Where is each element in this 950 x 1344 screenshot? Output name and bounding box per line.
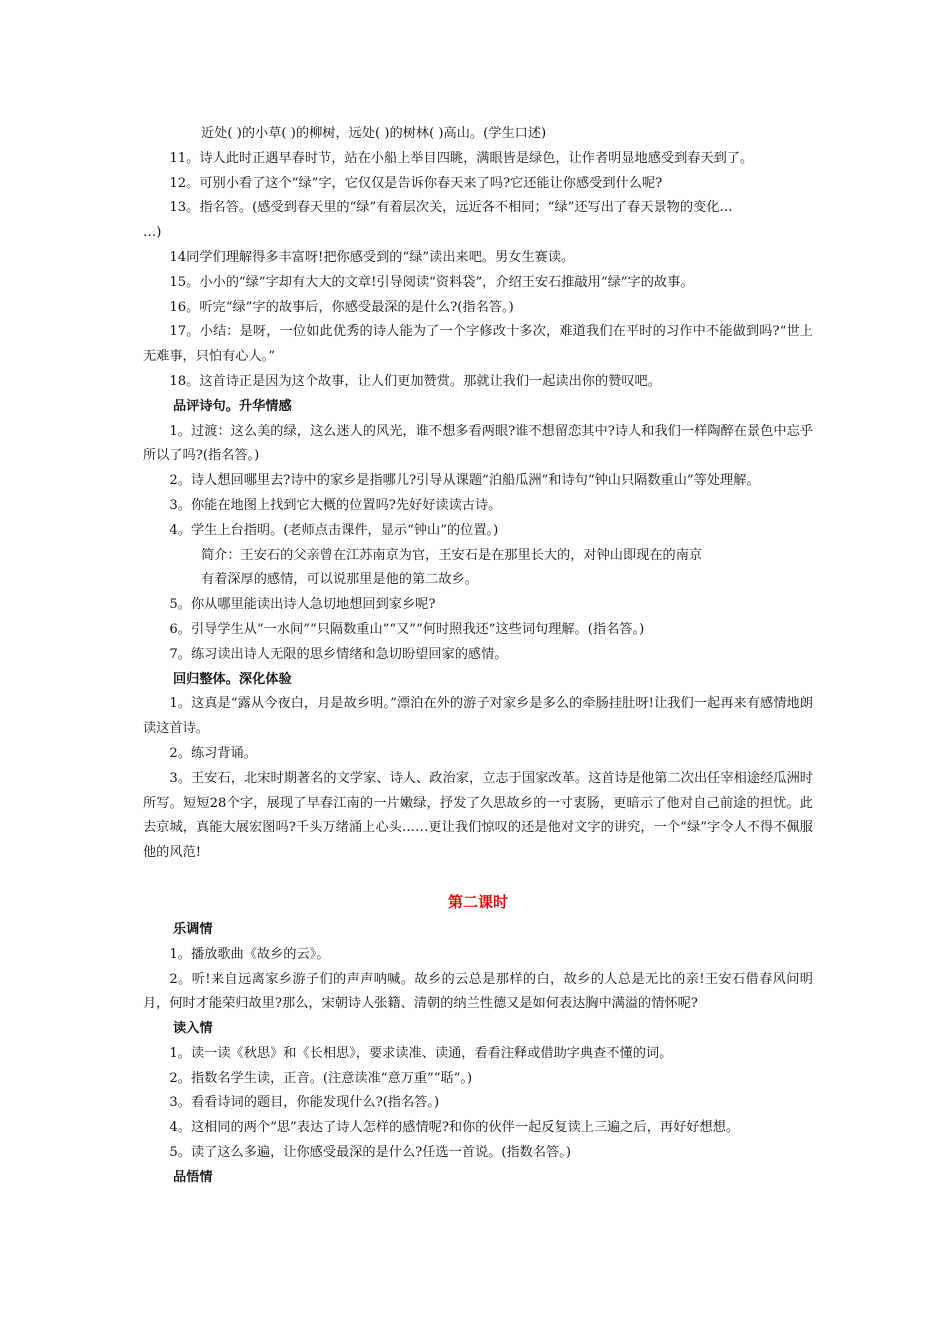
section-heading-comprehend: 品悟情 xyxy=(173,1169,213,1185)
music-item-1: 1。播放歌曲《故乡的云》。 xyxy=(169,946,330,962)
appreciate-item-5: 5。你从哪里能读出诗人急切地想回到家乡呢? xyxy=(169,597,436,613)
section-heading-music: 乐调情 xyxy=(173,921,213,937)
section-heading-reading: 读入情 xyxy=(173,1021,213,1037)
reading-item-2: 2。指数名学生读，正音。(注意读准“意万重”“聒”。) xyxy=(169,1070,473,1086)
reading-item-4: 4。这相同的两个“思”表达了诗人怎样的感情呢?和你的伙伴一起反复读上三遍之后，再好好想想。 xyxy=(169,1120,740,1136)
reading-item-1: 1。读一读《秋思》和《长相思》，要求读准、读通，看看注释或借助字典查不懂的词。 xyxy=(169,1045,673,1061)
lesson-two-title: 第二课时 xyxy=(447,892,508,911)
review-item-2: 2。练习背诵。 xyxy=(169,745,257,761)
reading-item-3: 3。看看诗词的题目，你能发现什么?(指名答。) xyxy=(169,1095,440,1111)
reading-item-5: 5。读了这么多遍，让你感受最深的是什么?任选一首说。(指数名答。) xyxy=(169,1145,571,1161)
intro-line-1: 简介：王安石的父亲曾在江苏南京为官，王安石是在那里长大的，对钟山即现在的南京 xyxy=(201,547,703,563)
appreciate-item-6: 6。引导学生从“一水间”“只隔数重山”“又”“何时照我还”这些词句理解。(指名答。) xyxy=(169,621,645,637)
paragraph-17: 17。小结：是呀，一位如此优秀的诗人能为了一个字修改十多次，难道我们在平时的习作中不能做到吗?“世上无难事，只怕有心人。” xyxy=(143,324,813,365)
paragraph-12: 12。可别小看了这个“绿”字，它仅仅是告诉你春天来了吗?它还能让你感受到什么呢? xyxy=(169,175,663,191)
appreciate-item-2: 2。诗人想回哪里去?诗中的家乡是指哪儿?引导从课题“泊船瓜洲”和诗句“钟山只隔数重山”等处理解。 xyxy=(169,473,760,489)
paragraph-15: 15。小小的“绿”字却有大大的文章!引导阅读“资料袋”，介绍王安石推敲用“绿”字的故事。 xyxy=(169,274,694,290)
appreciate-item-1: 1。过渡：这么美的绿，这么迷人的风光，谁不想多看两眼?谁不想留恋其中?诗人和我们一样陶醉在景色中忘乎所以了吗?(指名答。) xyxy=(143,423,813,464)
intro-line-2: 有着深厚的感情，可以说那里是他的第二故乡。 xyxy=(201,572,478,588)
section-heading-appreciate: 品评诗句。升华情感 xyxy=(173,398,292,414)
paragraph-11: 11。诗人此时正遇早春时节，站在小船上举目四眺，满眼皆是绿色，让作者明显地感受到春天到了。 xyxy=(169,150,754,166)
section-heading-review: 回归整体。深化体验 xyxy=(173,671,292,687)
paragraph-13-continued: …) xyxy=(143,225,162,241)
appreciate-item-3: 3。你能在地图上找到它大概的位置吗?先好好读读古诗。 xyxy=(169,497,502,513)
appreciate-item-4: 4。学生上台指明。(老师点击课件，显示“钟山”的位置。) xyxy=(169,522,499,538)
document-page xyxy=(143,122,813,1191)
paragraph-14: 14同学们理解得多丰富呀!把你感受到的“绿”读出来吧。男女生赛读。 xyxy=(169,249,575,265)
review-item-3: 3。王安石，北宋时期著名的文学家、诗人、政治家，立志于国家改革。这首诗是他第二次出任宰相途经瓜洲时所写。短短28个字，展现了早春江南的一片嫩绿，抒发了久思故乡的一寸衷肠，更暗示了他对自己前途的担忧。此去京城，真能大展宏图吗?千头万绪涌上心头……更让我们惊叹的还是他对文字的讲究，一个“绿”字令人不得不佩服他的风范! xyxy=(143,770,813,861)
review-item-1: 1。这真是“露从今夜白，月是故乡明。”漂泊在外的游子对家乡是多么的牵肠挂肚呀!让我们一起再来有感情地朗读这首诗。 xyxy=(143,696,813,737)
music-item-2: 2。听!来自远离家乡游子们的声声呐喊。故乡的云总是那样的白，故乡的人总是无比的亲!王安石借春风问明月，何时才能荣归故里?那么，宋朝诗人张籍、清朝的纳兰性德又是如何表达胸中满溢的情怀呢? xyxy=(143,971,813,1012)
paragraph-blank-fill: 近处( )的小草( )的柳树，远处( )的树林( )高山。(学生口述) xyxy=(201,126,547,141)
paragraph-13: 13。指名答。(感受到春天里的“绿”有着层次关，远近各不相同；“绿”还写出了春天景物的变化… xyxy=(169,200,733,216)
paragraph-18: 18。这首诗正是因为这个故事，让人们更加赞赏。那就让我们一起读出你的赞叹吧。 xyxy=(169,373,661,389)
paragraph-16: 16。听完“绿”字的故事后，你感受最深的是什么?(指名答。) xyxy=(169,299,514,315)
appreciate-item-7: 7。练习读出诗人无限的思乡情绪和急切盼望回家的感情。 xyxy=(169,646,508,662)
